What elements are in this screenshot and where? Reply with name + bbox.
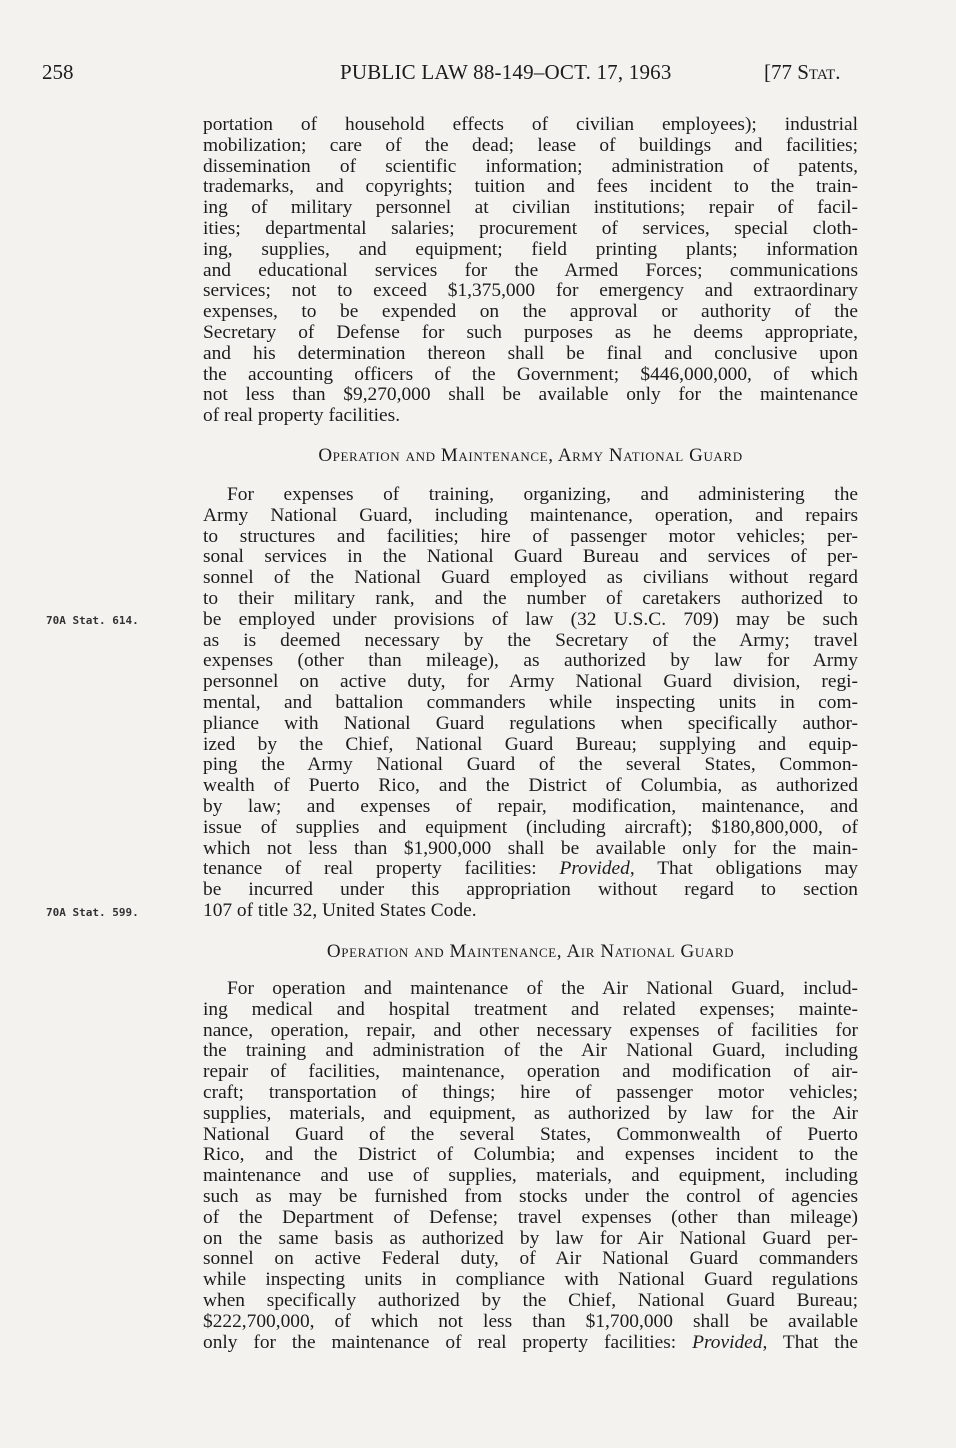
text-segment: not less than $9,270,000 shall be available only for the maintenance — [203, 385, 858, 406]
paragraph-continuation — [203, 115, 858, 427]
text-segment: to their military rank, and the number of caretakers authorized to — [203, 588, 858, 609]
text-line — [203, 406, 858, 427]
text-segment: sonnel on active Federal duty, of Air National Guard commanders — [203, 1249, 858, 1270]
running-title: PUBLIC LAW 88-149–OCT. 17, 1963 — [340, 60, 672, 84]
text-line — [203, 115, 858, 136]
text-line — [203, 631, 858, 652]
text-line — [203, 859, 858, 880]
paragraph-air-national-guard — [203, 979, 858, 1353]
text-line — [203, 385, 858, 406]
text-segment: wealth of Puerto Rico, and the District of Columbia, as authorized — [203, 776, 858, 797]
text-segment: maintenance and use of supplies, materials, and equipment, including — [203, 1166, 858, 1187]
text-segment: expenses (other than mileage), as authorized by law for Army — [203, 651, 858, 672]
text-segment: trademarks, and copyrights; tuition and fees incident to the train- — [203, 177, 858, 198]
text-segment: personnel on active duty, for Army National Guard division, regi- — [203, 672, 858, 693]
text-line — [203, 1083, 858, 1104]
text-line — [203, 839, 858, 860]
text-segment: National Guard of the several States, Commonwealth of Puerto — [203, 1124, 858, 1145]
text-line — [203, 1166, 858, 1187]
text-line — [203, 157, 858, 178]
text-line — [203, 547, 858, 568]
text-line — [203, 198, 858, 219]
text-line — [203, 1145, 858, 1166]
text-line — [203, 485, 858, 506]
margin-note: 70A Stat. 599. — [46, 906, 139, 919]
text-line — [203, 776, 858, 797]
section-heading-air-national-guard: Operation and Maintenance, Air National Guard — [326, 941, 735, 962]
text-line — [203, 568, 858, 589]
text-segment: supplies, materials, and equipment, as authorized by law for the Air — [203, 1103, 858, 1124]
text-line — [203, 610, 858, 631]
text-segment: mental, and battalion commanders while inspecting units in com- — [203, 692, 858, 713]
text-line — [203, 880, 858, 901]
text-line — [203, 344, 858, 365]
paragraph-army-national-guard — [203, 485, 858, 922]
text-segment: expenses, to be expended on the approval or authority of the — [203, 302, 858, 323]
text-segment: and educational services for the Armed Forces; communications — [203, 260, 858, 281]
italic-term: Provided — [692, 1332, 763, 1353]
text-line — [203, 755, 858, 776]
text-segment: 107 of title 32, United States Code. — [203, 900, 477, 921]
text-segment: repair of facilities, maintenance, operation and modification of air- — [203, 1062, 858, 1083]
italic-term: Provided — [559, 859, 630, 880]
text-segment: dissemination of scientific information; administration of patents, — [203, 156, 858, 177]
text-segment: For operation and maintenance of the Air National Guard, includ- — [227, 979, 858, 999]
text-segment: sonal services in the National Guard Bureau and services of per- — [203, 547, 858, 568]
text-segment: ing medical and hospital treatment and related expenses; mainte- — [203, 999, 858, 1020]
text-line — [203, 1187, 858, 1208]
text-segment: Secretary of Defense for such purposes as he deems appropriate, — [203, 322, 858, 343]
text-segment: ping the Army National Guard of the several States, Common- — [203, 755, 858, 776]
text-segment: Army National Guard, including maintenance, operation, and repairs — [203, 505, 858, 526]
text-segment: of the Department of Defense; travel expenses (other than mileage) — [203, 1207, 858, 1228]
text-segment: , That obligations may — [629, 859, 858, 880]
text-line — [203, 1270, 858, 1291]
text-line — [203, 136, 858, 157]
text-line — [203, 672, 858, 693]
text-segment: ing of military personnel at civilian institutions; repair of facil- — [203, 198, 858, 219]
text-line — [203, 323, 858, 344]
text-segment: only for the maintenance of real property facilities: — [203, 1332, 693, 1353]
text-segment: services; not to exceed $1,375,000 for emergency and extraordinary — [203, 281, 858, 302]
text-line — [203, 1041, 858, 1062]
text-segment: mobilization; care of the dead; lease of buildings and facilities; — [203, 135, 858, 156]
text-segment: tenance of real property facilities: — [203, 859, 560, 880]
text-line — [203, 1333, 858, 1354]
text-segment: For expenses of training, organizing, and administering the — [227, 485, 858, 505]
text-line — [203, 506, 858, 527]
text-line — [203, 1312, 858, 1333]
volume-reference — [764, 60, 840, 84]
text-line — [203, 589, 858, 610]
text-line — [203, 302, 858, 323]
text-segment: of real property facilities. — [203, 406, 401, 427]
text-segment: craft; transportation of things; hire of passenger motor vehicles; — [203, 1082, 858, 1103]
page-number: 258 — [42, 60, 74, 84]
text-line — [203, 365, 858, 386]
section-heading-army-national-guard: Operation and Maintenance, Army National Guard — [318, 445, 743, 466]
text-segment: the training and administration of the Air National Guard, including — [203, 1041, 858, 1062]
text-line — [203, 1021, 858, 1042]
text-line — [203, 693, 858, 714]
text-line — [203, 735, 858, 756]
text-segment: the accounting officers of the Government; $446,000,000, of which — [203, 364, 858, 385]
text-line — [203, 651, 858, 672]
volume-suffix: Stat. — [797, 60, 841, 84]
text-line — [203, 1104, 858, 1125]
text-segment: while inspecting units in compliance with National Guard regulations — [203, 1270, 858, 1291]
text-segment: portation of household effects of civilian employees); industrial — [203, 115, 858, 135]
margin-note: 70A Stat. 614. — [46, 614, 139, 627]
text-segment: nance, operation, repair, and other necessary expenses of facilities for — [203, 1020, 858, 1041]
text-line — [203, 1249, 858, 1270]
text-segment: ities; departmental salaries; procurement of services, special cloth- — [203, 218, 858, 239]
text-line — [203, 1125, 858, 1146]
text-segment: as is deemed necessary by the Secretary of the Army; travel — [203, 630, 858, 651]
text-line — [203, 281, 858, 302]
text-segment: be incurred under this appropriation without regard to section — [203, 880, 858, 901]
text-line — [203, 1229, 858, 1250]
text-segment: ing, supplies, and equipment; field printing plants; information — [203, 239, 858, 260]
text-segment: to structures and facilities; hire of passenger motor vehicles; per- — [203, 526, 858, 547]
text-line — [203, 1208, 858, 1229]
text-segment: pliance with National Guard regulations when specifically author- — [203, 713, 858, 734]
text-segment: Rico, and the District of Columbia; and expenses incident to the — [203, 1145, 858, 1166]
text-segment: $222,700,000, of which not less than $1,700,000 shall be available — [203, 1311, 858, 1332]
text-line — [203, 240, 858, 261]
text-line — [203, 818, 858, 839]
text-line — [203, 1000, 858, 1021]
text-segment: issue of supplies and equipment (including aircraft); $180,800,000, of — [203, 817, 858, 838]
text-line — [203, 177, 858, 198]
text-line — [203, 1291, 858, 1312]
text-line — [203, 901, 858, 922]
text-line — [203, 1062, 858, 1083]
text-segment: by law; and expenses of repair, modification, maintenance, and — [203, 796, 858, 817]
text-line — [203, 979, 858, 1000]
text-line — [203, 527, 858, 548]
volume-prefix: [77 — [764, 60, 798, 84]
text-line — [203, 714, 858, 735]
text-segment: and his determination thereon shall be final and conclusive upon — [203, 343, 858, 364]
text-segment: ized by the Chief, National Guard Bureau; supplying and equip- — [203, 734, 858, 755]
text-line — [203, 219, 858, 240]
text-segment: , That the — [762, 1332, 858, 1353]
text-segment: on the same basis as authorized by law for Air National Guard per- — [203, 1228, 858, 1249]
text-line — [203, 797, 858, 818]
text-segment: be employed under provisions of law (32 U.S.C. 709) may be such — [203, 609, 858, 630]
text-segment: which not less than $1,900,000 shall be available only for the main- — [203, 838, 858, 859]
text-segment: such as may be furnished from stocks under the control of agencies — [203, 1186, 858, 1207]
text-line — [203, 261, 858, 282]
text-segment: when specifically authorized by the Chief, National Guard Bureau; — [203, 1290, 858, 1311]
text-segment: sonnel of the National Guard employed as civilians without regard — [203, 568, 858, 589]
